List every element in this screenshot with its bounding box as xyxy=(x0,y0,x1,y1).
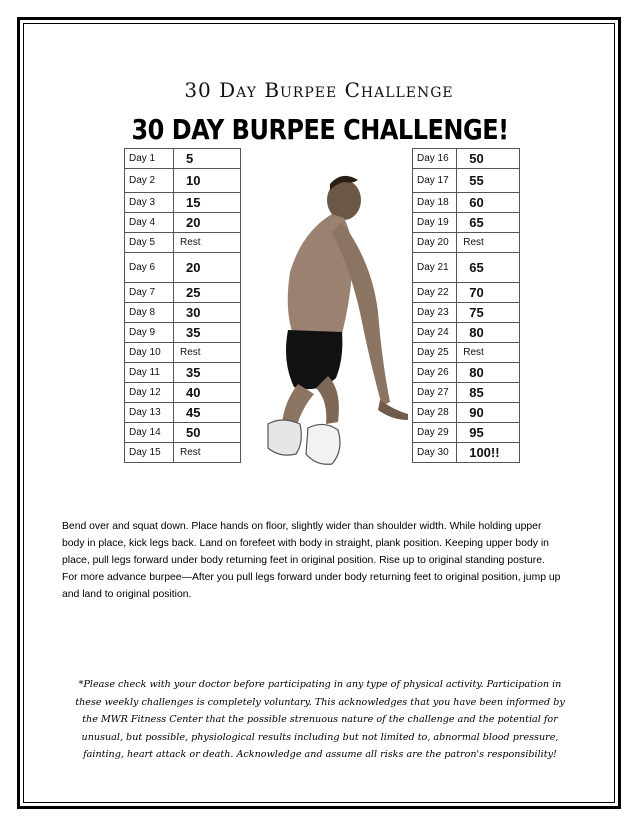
page-title: 30 Day Burpee Challenge xyxy=(184,78,454,102)
schedule-day-label: Day 3 xyxy=(125,193,174,213)
schedule-day-label: Day 7 xyxy=(125,283,174,303)
schedule-row xyxy=(125,323,241,343)
athlete-shoe-front xyxy=(306,424,340,464)
schedule-rep-count: 20 xyxy=(174,253,241,283)
schedule-day-label: Day 24 xyxy=(413,323,457,343)
schedule-rep-count: 20 xyxy=(174,213,241,233)
schedule-rep-count: 80 xyxy=(457,363,520,383)
schedule-row xyxy=(125,383,241,403)
schedule-day-label: Day 23 xyxy=(413,303,457,323)
schedule-day-label: Day 30 xyxy=(413,443,457,463)
schedule-row xyxy=(413,253,520,283)
schedule-rep-count: 80 xyxy=(457,323,520,343)
schedule-day-label: Day 14 xyxy=(125,423,174,443)
schedule-day-label: Day 15 xyxy=(125,443,174,463)
schedule-rep-count: 60 xyxy=(457,193,520,213)
schedule-rep-count: 10 xyxy=(174,169,241,193)
challenge-poster xyxy=(120,112,520,472)
schedule-day-label: Day 17 xyxy=(413,169,457,193)
schedule-row xyxy=(413,303,520,323)
schedule-rep-count: 70 xyxy=(457,283,520,303)
schedule-row xyxy=(413,423,520,443)
schedule-rep-count: 95 xyxy=(457,423,520,443)
schedule-day-label: Day 2 xyxy=(125,169,174,193)
schedule-day-label: Day 25 xyxy=(413,343,457,363)
schedule-day-label: Day 6 xyxy=(125,253,174,283)
athlete-shoe-back xyxy=(268,420,301,455)
schedule-day-label: Day 26 xyxy=(413,363,457,383)
safety-disclaimer: *Please check with your doctor before participating in any type of physical activity. Participation in these weekly challenges is completely voluntary. This acknowledges that you have been informed by the MWR Fitness Center that the possible strenuous nature of the challenge and the potential for unusual, but possible, physiological results including but not limited to, abnormal blood pressure, fainting, heart attack or death. Acknowledge and assume all risks are the patron's responsibility! xyxy=(75,679,565,760)
schedule-rep-count: 100!! xyxy=(457,443,520,463)
schedule-rep-count: 30 xyxy=(174,303,241,323)
schedule-day-label: Day 9 xyxy=(125,323,174,343)
schedule-day-label: Day 19 xyxy=(413,213,457,233)
schedule-day-label: Day 22 xyxy=(413,283,457,303)
schedule-row xyxy=(125,193,241,213)
athlete-hand xyxy=(378,400,408,420)
schedule-row xyxy=(413,363,520,383)
schedule-row xyxy=(125,253,241,283)
schedule-rep-count: Rest xyxy=(457,343,520,363)
schedule-row xyxy=(125,303,241,323)
schedule-table-right xyxy=(412,148,520,463)
schedule-row xyxy=(413,403,520,423)
athlete-shorts xyxy=(286,330,342,389)
schedule-row xyxy=(125,233,241,253)
schedule-day-label: Day 10 xyxy=(125,343,174,363)
burpee-athlete-illustration xyxy=(232,162,412,472)
schedule-rep-count: 50 xyxy=(174,423,241,443)
schedule-day-label: Day 12 xyxy=(125,383,174,403)
schedule-rep-count: 25 xyxy=(174,283,241,303)
schedule-day-label: Day 18 xyxy=(413,193,457,213)
schedule-rep-count: Rest xyxy=(174,443,241,463)
schedule-rep-count: Rest xyxy=(174,343,241,363)
schedule-day-label: Day 27 xyxy=(413,383,457,403)
schedule-rep-count: 5 xyxy=(174,149,241,169)
schedule-day-label: Day 20 xyxy=(413,233,457,253)
schedule-row xyxy=(413,193,520,213)
schedule-row xyxy=(413,283,520,303)
schedule-table-left xyxy=(124,148,241,463)
schedule-row xyxy=(125,403,241,423)
schedule-row xyxy=(413,323,520,343)
schedule-rep-count: 65 xyxy=(457,253,520,283)
schedule-day-label: Day 1 xyxy=(125,149,174,169)
schedule-rep-count: 15 xyxy=(174,193,241,213)
schedule-rep-count: 65 xyxy=(457,213,520,233)
schedule-row xyxy=(125,149,241,169)
schedule-row xyxy=(413,149,520,169)
schedule-row xyxy=(125,363,241,383)
schedule-day-label: Day 28 xyxy=(413,403,457,423)
schedule-rep-count: 35 xyxy=(174,363,241,383)
schedule-rep-count: 85 xyxy=(457,383,520,403)
schedule-row xyxy=(413,169,520,193)
schedule-day-label: Day 8 xyxy=(125,303,174,323)
schedule-row xyxy=(413,213,520,233)
schedule-row xyxy=(125,443,241,463)
exercise-instructions: Bend over and squat down. Place hands on floor, slightly wider than shoulder width. While holding upper body in place, kick legs back. Land on forefeet with body in straight, plank position. Keeping upper body in place, pull legs forward under body returning feet in original position. Rise up to original standing posture. For more advance burpee—After you pull legs forward under body returning feet to original position, jump up and land to original position. xyxy=(62,521,561,600)
poster-title: 30 DAY BURPEE CHALLENGE! xyxy=(131,113,509,147)
schedule-day-label: Day 5 xyxy=(125,233,174,253)
schedule-row xyxy=(413,233,520,253)
schedule-row xyxy=(125,423,241,443)
schedule-rep-count: Rest xyxy=(174,233,241,253)
schedule-day-label: Day 21 xyxy=(413,253,457,283)
schedule-row xyxy=(125,169,241,193)
schedule-row xyxy=(125,283,241,303)
schedule-rep-count: 35 xyxy=(174,323,241,343)
schedule-row xyxy=(125,213,241,233)
schedule-rep-count: 40 xyxy=(174,383,241,403)
schedule-day-label: Day 29 xyxy=(413,423,457,443)
schedule-rep-count: 90 xyxy=(457,403,520,423)
schedule-day-label: Day 13 xyxy=(125,403,174,423)
schedule-rep-count: 50 xyxy=(457,149,520,169)
schedule-rep-count: 75 xyxy=(457,303,520,323)
schedule-row xyxy=(413,383,520,403)
schedule-rep-count: 55 xyxy=(457,169,520,193)
schedule-row xyxy=(413,443,520,463)
schedule-day-label: Day 16 xyxy=(413,149,457,169)
schedule-row xyxy=(125,343,241,363)
schedule-rep-count: Rest xyxy=(457,233,520,253)
schedule-day-label: Day 4 xyxy=(125,213,174,233)
schedule-rep-count: 45 xyxy=(174,403,241,423)
schedule-row xyxy=(413,343,520,363)
schedule-day-label: Day 11 xyxy=(125,363,174,383)
